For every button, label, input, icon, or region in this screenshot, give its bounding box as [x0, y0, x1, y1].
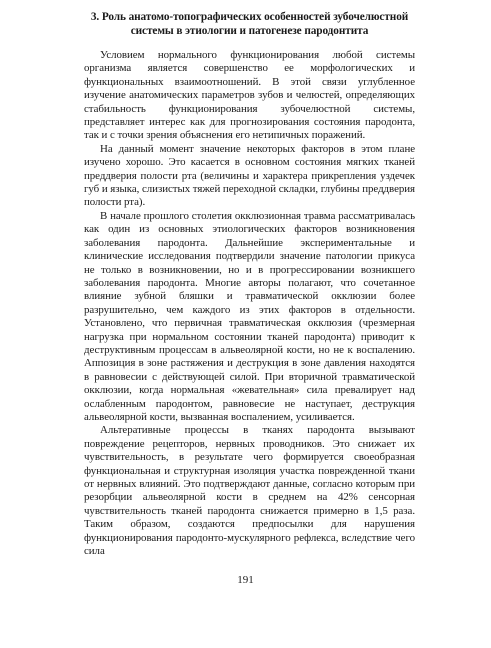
page-number: 191 — [237, 574, 254, 586]
body-text — [84, 49, 415, 558]
page-content — [84, 10, 415, 558]
paragraph: Альтеративные процессы в тканях пародонта вызывают повреждение рецепторов, нервных проводников. Это снижает их чувствительность, в результате чего формируется своеобразная функциональная и структурная изоляция участка поврежденной ткани от нервных влияний. Это подтверждают данные, согласно которым при резорбции альвеолярной кости в среднем на 42% сенсорная чувствительность тканей пародонта снижается примерно в 1,5 раза. Таким образом, создаются предпосылки для нарушения функционирования пародонто-мускулярного рефлекса, вследствие чего сила — [84, 424, 415, 558]
paragraph: Условием нормального функционирования любой системы организма является совершенство ее морфологических и функциональных взаимоотношений. В этой связи углубленное изучение анатомических параметров зубов и челюстей, определяющих стабильность функционирования зубочелюстной системы, представляет интерес как для прогнозирования состояния пародонта, так и с точки зрения объяснения его нетипичных поражений. — [84, 49, 415, 142]
paragraph: На данный момент значение некоторых факторов в этом плане изучено хорошо. Это касается в основном состояния мягких тканей преддверия полости рта (величины и характера прикрепления уздечек губ и языка, слизистых тяжей переходной складки, глубины преддверия полости рта). — [84, 142, 415, 209]
paragraph: В начале прошлого столетия окклюзионная травма рассматривалась как один из основных этиологических факторов возникновения заболевания пародонта. Дальнейшие экспериментальные и клинические исследования подтвердили значение патологии прикуса не только в возникновении, но и в прогрессировании возникшего заболевания пародонта. Многие авторы полагают, что сочетанное влияние зубной бляшки и травматической окклюзии более разрушительно, чем каждого из этих факторов в отдельности. Установлено, что первичная травматическая окклюзия (чрезмерная нагрузка при нормальном состоянии тканей пародонта) приводит к деструктивным процессам в альвеолярной кости, но не к воспалению. Аппозиция в зоне растяжения и деструкция в зоне давления находятся в равновесии с действующей силой. При вторичной травматической окклюзии, когда нормальная «жевательная» сила превалирует над ослабленным пародонтом, равновесие не наступает, деструкция альвеолярной кости, вызванная воспалением, усиливается. — [84, 209, 415, 423]
section-heading: 3. Роль анатомо-топографических особенностей зубочелюстной системы в этиологии и патогенезе пародонтита — [90, 11, 409, 37]
